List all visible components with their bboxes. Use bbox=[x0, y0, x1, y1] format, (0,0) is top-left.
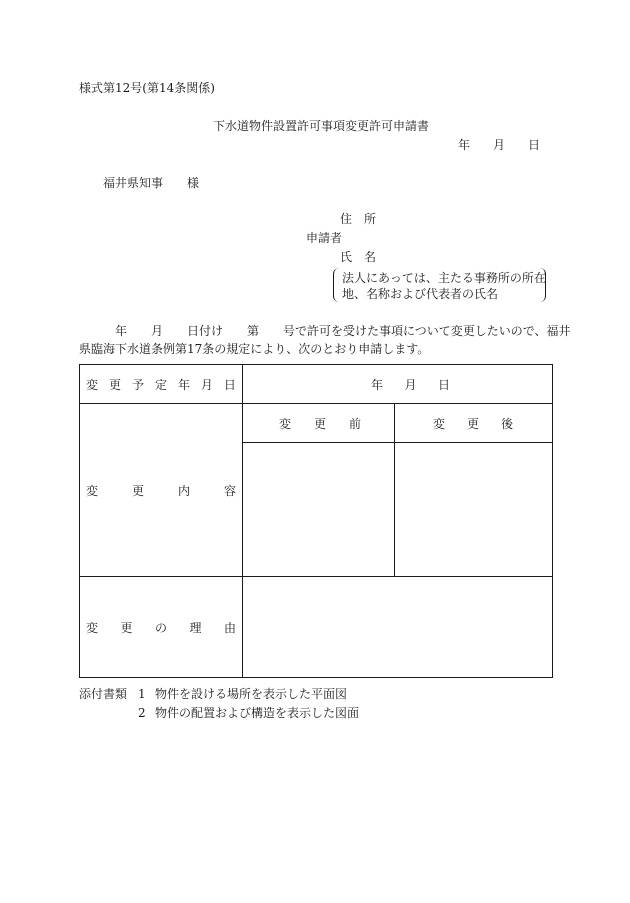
document-title: 下水道物件設置許可事項変更許可申請書 bbox=[213, 119, 430, 133]
date-month: 月 bbox=[492, 138, 505, 152]
date-year: 年 bbox=[458, 138, 471, 152]
schedule-label bbox=[86, 376, 236, 393]
reason-label-char: の bbox=[154, 620, 167, 635]
before-content-cell[interactable] bbox=[243, 443, 395, 577]
before-header-cell bbox=[243, 404, 395, 443]
schedule-label-char: 更 bbox=[108, 377, 121, 392]
application-table bbox=[79, 364, 553, 678]
change-content-label-cell bbox=[80, 404, 243, 577]
schedule-date-month: 月 bbox=[404, 377, 417, 392]
schedule-row bbox=[80, 365, 553, 404]
date-line-parts bbox=[458, 138, 540, 152]
after-header bbox=[433, 415, 513, 432]
form-number: 様式第12号(第14条関係) bbox=[79, 81, 215, 95]
reason-content-cell[interactable] bbox=[243, 577, 553, 678]
reason-label bbox=[86, 619, 236, 636]
after-header-cell bbox=[395, 404, 553, 443]
date-day: 日 bbox=[527, 138, 540, 152]
after-header-char: 更 bbox=[467, 416, 480, 431]
change-content-label bbox=[86, 482, 236, 499]
after-header-char: 変 bbox=[433, 416, 446, 431]
schedule-label-char: 定 bbox=[154, 377, 167, 392]
schedule-date-year: 年 bbox=[371, 377, 384, 392]
attachments-heading: 添付書類 bbox=[79, 687, 128, 701]
corporate-note-line1: 法人にあっては、主たる事務所の所在 bbox=[342, 271, 546, 285]
reason-label-char: 更 bbox=[120, 620, 133, 635]
schedule-label-char: 予 bbox=[131, 377, 144, 392]
change-header-row bbox=[80, 404, 553, 443]
corporate-note-line2: 地、名称および代表者の氏名 bbox=[342, 287, 499, 301]
schedule-label-char: 変 bbox=[86, 377, 99, 392]
reason-label-char: 由 bbox=[223, 620, 236, 635]
attachment-1-text: 物件を設ける場所を表示した平面図 bbox=[155, 687, 348, 701]
change-content-label-char: 変 bbox=[86, 483, 99, 498]
schedule-label-char: 日 bbox=[223, 377, 236, 392]
schedule-label-cell bbox=[80, 365, 243, 404]
attachment-2-text: 物件の配置および構造を表示した図面 bbox=[155, 706, 360, 720]
schedule-date-cell[interactable] bbox=[243, 365, 553, 404]
before-header bbox=[279, 415, 361, 432]
body-text-line2: 県臨海下水道条例第17条の規定により、次のとおり申請します。 bbox=[79, 342, 430, 356]
schedule-label-char: 月 bbox=[200, 377, 213, 392]
addressee: 福井県知事 様 bbox=[103, 176, 200, 190]
schedule-date bbox=[371, 376, 450, 393]
applicant-label: 申請者 bbox=[306, 231, 343, 245]
change-content-label-char: 内 bbox=[177, 483, 190, 498]
reason-label-cell bbox=[80, 577, 243, 678]
schedule-date-day: 日 bbox=[438, 377, 451, 392]
before-header-char: 更 bbox=[313, 416, 326, 431]
reason-label-char: 理 bbox=[189, 620, 202, 635]
before-header-char: 前 bbox=[348, 416, 361, 431]
schedule-label-char: 年 bbox=[177, 377, 190, 392]
after-content-cell[interactable] bbox=[395, 443, 553, 577]
attachment-2-number: 2 bbox=[138, 706, 146, 720]
date-line bbox=[458, 138, 540, 152]
reason-label-char: 変 bbox=[86, 620, 99, 635]
change-content-label-char: 容 bbox=[223, 483, 236, 498]
name-label: 氏 名 bbox=[340, 250, 377, 264]
reason-row bbox=[80, 577, 553, 678]
change-content-label-char: 更 bbox=[131, 483, 144, 498]
address-label: 住 所 bbox=[340, 212, 377, 226]
after-header-char: 後 bbox=[501, 416, 514, 431]
before-header-char: 変 bbox=[279, 416, 292, 431]
attachment-1-number: 1 bbox=[138, 687, 146, 701]
body-text-line1: 年 月 日付け 第 号で許可を受けた事項について変更したいので、福井 bbox=[115, 324, 571, 338]
